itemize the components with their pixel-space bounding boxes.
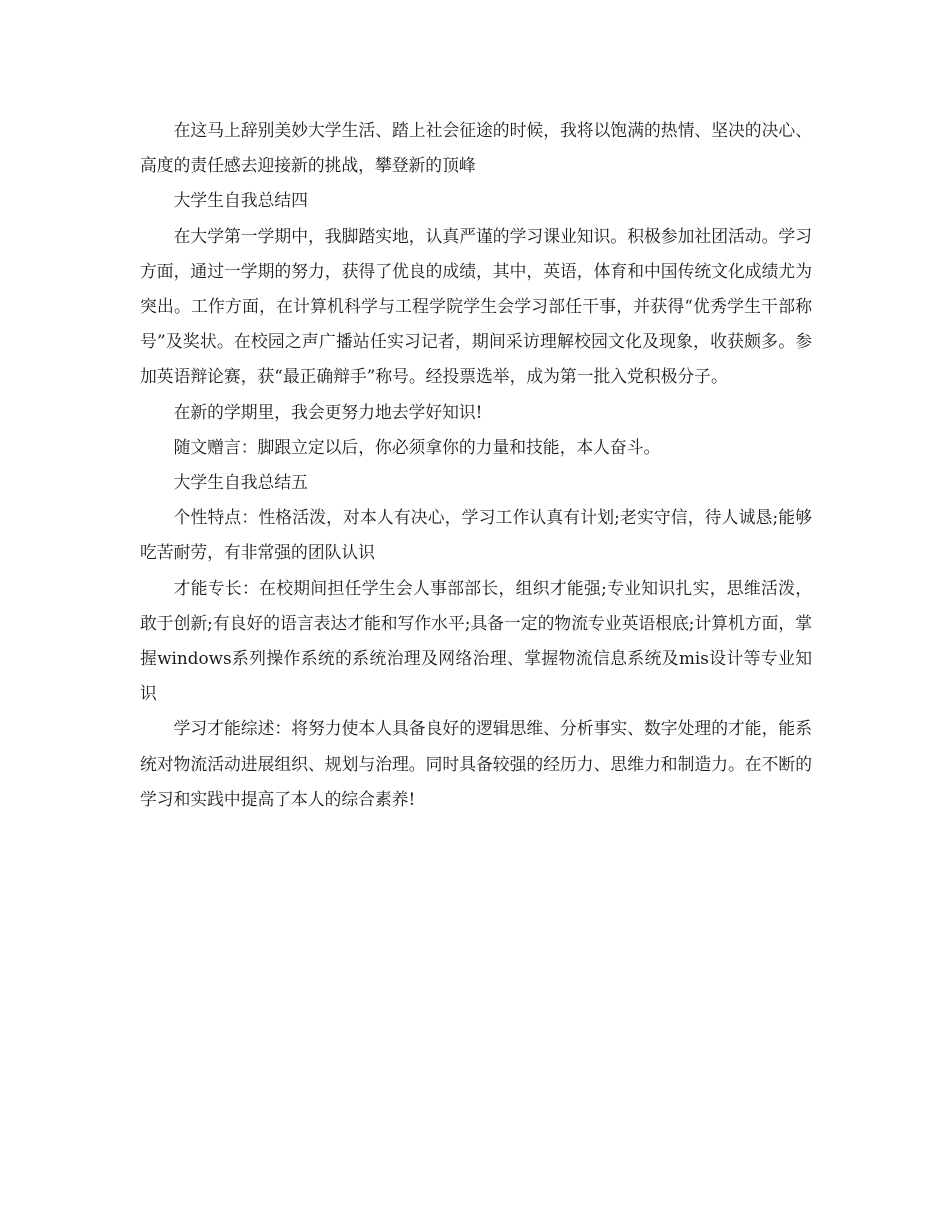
document-body [140,113,812,817]
paragraph-new-semester: 在新的学期里，我会更努力地去学好知识! [173,401,483,422]
section-heading-summary-five: 大学生自我总结五 [173,472,308,493]
section-heading-summary-four: 大学生自我总结四 [173,190,308,211]
paragraph-motto: 随文赠言：脚跟立定以后，你必须拿你的力量和技能，本人奋斗。 [173,436,661,457]
paragraph-intro-closing: 在这马上辞别美妙大学生活、踏上社会征途的时候，我将以饱满的热情、坚决的决心、高度的责任感去迎接新的挑战，攀登新的顶峰 [140,120,812,176]
paragraph-first-semester: 在大学第一学期中，我脚踏实地，认真严谨的学习课业知识。积极参加社团活动。学习方面，通过一学期的努力，获得了优良的成绩，其中，英语，体育和中国传统文化成绩尤为突出。工作方面，在计算机科学与工程学院学生会学习部任干事，并获得“优秀学生干部称号”及奖状。在校园之声广播站任实习记者，期间采访理解校园文化及现象，收获颇多。参加英语辩论赛，获“最正确辩手”称号。经投票选举，成为第一批入党积极分子。 [140,225,812,387]
paragraph-personality: 个性特点：性格活泼，对本人有决心，学习工作认真有计划;老实守信，待人诚恳;能够吃苦耐劳，有非常强的团队认识 [140,507,812,563]
paragraph-skills: 才能专长：在校期间担任学生会人事部部长，组织才能强;专业知识扎实，思维活泼，敢于创新;有良好的语言表达才能和写作水平;具备一定的物流专业英语根底;计算机方面，掌握windows系列操作系统的系统治理及网络治理、掌握物流信息系统及mis设计等专业知识 [140,577,812,704]
paragraph-learning-ability: 学习才能综述：将努力使本人具备良好的逻辑思维、分析事实、数字处理的才能，能系统对物流活动进展组织、规划与治理。同时具备较强的经历力、思维力和制造力。在不断的学习和实践中提高了本人的综合素养! [140,718,812,809]
